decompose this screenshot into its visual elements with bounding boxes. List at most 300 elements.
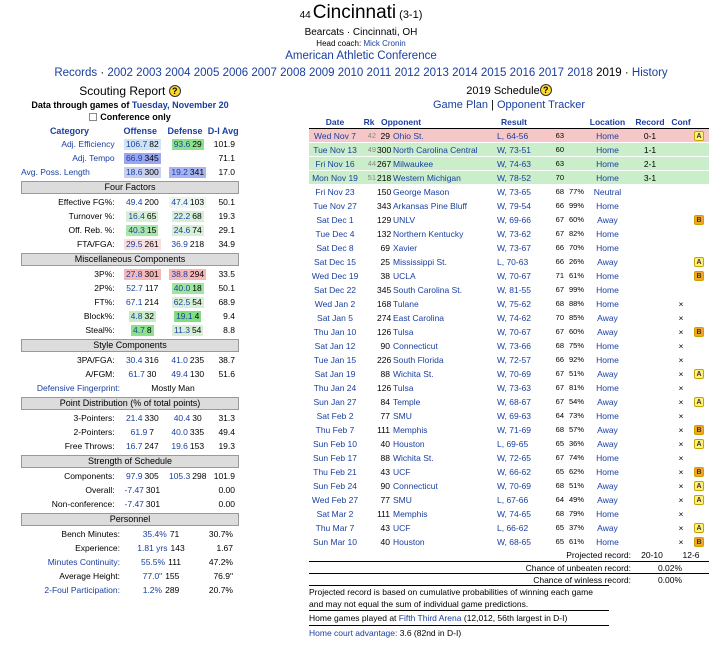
unbeaten-row (309, 561, 709, 573)
stat-value[interactable]: 19.2 (171, 166, 188, 177)
opponent-link[interactable]: Tulsa (393, 326, 414, 337)
opponent-link[interactable]: Tulane (393, 298, 419, 309)
opponent-link[interactable]: Xavier (393, 242, 418, 253)
stat-value[interactable]: 11.3 (174, 324, 190, 335)
game-tempo: 63 (555, 131, 564, 140)
game-row[interactable] (309, 157, 709, 171)
stat-value[interactable]: 52.7 (126, 282, 143, 293)
stat-value[interactable]: 18.6 (125, 166, 143, 177)
stat-label: Off. Reb. %: (68, 225, 115, 235)
year-link-history[interactable]: History (631, 67, 668, 79)
game-date[interactable]: Fri Nov 16 (315, 158, 355, 169)
stat-rank: 68 (192, 210, 202, 221)
game-date[interactable]: Thu Feb 21 (313, 466, 357, 477)
game-date[interactable]: Thu Feb 7 (315, 424, 355, 435)
game-row[interactable] (309, 297, 709, 311)
opponent-link[interactable]: Wichita St. (393, 452, 434, 463)
opponent-link[interactable]: Temple (393, 396, 421, 407)
defense-cell (165, 139, 210, 150)
game-location: Away (597, 438, 618, 449)
opponent-link[interactable]: Mississippi St. (393, 256, 447, 267)
stat-rank: 200 (144, 196, 159, 207)
win-probability: 62% (568, 467, 584, 476)
game-result[interactable]: W, 73-63 (497, 382, 532, 393)
year-link-2015[interactable]: 2015 (480, 67, 507, 79)
game-row[interactable] (309, 185, 709, 199)
game-date[interactable]: Wed Dec 19 (311, 270, 359, 281)
game-result[interactable]: W, 73-66 (497, 340, 532, 351)
stat-value[interactable]: 30.4 (125, 354, 143, 365)
personnel-rank: 71 (169, 529, 180, 539)
question-mark-icon[interactable]: ? (540, 84, 552, 96)
game-result[interactable]: W, 74-62 (497, 312, 532, 323)
stat-row (21, 151, 239, 165)
personnel-row (21, 527, 239, 541)
conference-marker: × (678, 326, 684, 337)
game-date[interactable]: Sat Jan 12 (314, 340, 356, 351)
game-row[interactable] (309, 255, 709, 269)
game-result[interactable]: W, 81-55 (497, 284, 532, 295)
game-tempo: 67 (555, 215, 564, 224)
game-date[interactable]: Tue Dec 4 (315, 228, 355, 239)
game-result[interactable]: W, 69-66 (497, 214, 532, 225)
year-link-2010[interactable]: 2010 (337, 67, 364, 79)
personnel-value[interactable]: 77.0" (142, 571, 163, 581)
game-result[interactable]: L, 69-65 (497, 438, 529, 449)
stat-value[interactable]: 93.6 (173, 138, 191, 149)
stat-value[interactable]: 97.9 (125, 470, 143, 481)
stat-value[interactable]: 4.8 (130, 310, 143, 321)
opponent-rank: 69 (380, 242, 390, 253)
opponent-link[interactable]: Connecticut (393, 340, 438, 351)
opponent-link[interactable]: Wichita St. (393, 368, 434, 379)
game-row[interactable] (309, 423, 709, 437)
personnel-label: Bench Minutes: (61, 529, 120, 539)
year-link-2002[interactable]: 2002 (107, 67, 133, 79)
running-record: 1-1 (643, 144, 657, 155)
personnel-label[interactable]: Minutes Continuity: (47, 557, 120, 567)
conference-marker: × (678, 354, 684, 365)
game-result[interactable]: W, 78-52 (497, 172, 532, 183)
win-probability: 75% (568, 341, 584, 350)
stat-value[interactable]: 4.7 (133, 324, 145, 335)
defense-cell (165, 297, 210, 308)
game-result[interactable]: L, 67-66 (497, 494, 529, 505)
opponent-link[interactable]: Memphis (393, 508, 428, 519)
game-location: Home (596, 466, 619, 477)
personnel-value-cell (125, 529, 197, 539)
game-date[interactable]: Sun Mar 10 (313, 536, 357, 547)
d1-average: 50.1 (218, 197, 235, 207)
stat-row (21, 309, 239, 323)
game-date[interactable]: Tue Jan 15 (313, 354, 357, 365)
opponent-tracker-link[interactable]: Opponent Tracker (496, 99, 586, 111)
game-row[interactable] (309, 199, 709, 213)
scouting-title (21, 84, 239, 99)
coach-link[interactable]: Mick Cronin (363, 39, 406, 48)
stat-label[interactable]: Adj. Tempo (72, 153, 115, 163)
opponent-link[interactable]: North Carolina Central (393, 144, 478, 155)
opponent-rank: 300 (377, 144, 392, 155)
game-date[interactable]: Tue Nov 13 (313, 144, 357, 155)
checkbox-icon[interactable] (89, 113, 97, 121)
win-probability: 36% (568, 439, 584, 448)
stat-value[interactable]: 106.7 (125, 138, 148, 149)
schedule-panel (309, 84, 709, 640)
flag-cell (691, 466, 707, 477)
game-tempo: 65 (555, 467, 564, 476)
d1-average: 68.9 (218, 297, 235, 307)
game-row[interactable] (309, 493, 709, 507)
win-probability: 85% (568, 313, 584, 322)
flag-cell (691, 368, 707, 379)
game-result[interactable]: W, 70-67 (497, 326, 532, 337)
offense-cell (120, 139, 165, 150)
d1-average: 20.7% (208, 585, 233, 595)
win-probability: 77% (568, 187, 584, 196)
game-date[interactable]: Thu Jan 10 (313, 326, 357, 337)
win-probability: 61% (568, 537, 584, 546)
stat-label[interactable]: Avg. Poss. Length (21, 167, 90, 177)
offense-cell (120, 485, 165, 496)
stat-rank: 301 (145, 484, 161, 495)
game-date[interactable]: Wed Feb 27 (311, 494, 359, 505)
year-link-records[interactable]: Records (54, 67, 98, 79)
d1-average: 47.2% (208, 557, 233, 567)
game-row[interactable] (309, 227, 709, 241)
win-probability: 81% (568, 383, 584, 392)
game-date[interactable]: Sat Mar 2 (316, 508, 354, 519)
defense-cell (165, 441, 210, 452)
stat-rank: 117 (144, 282, 159, 293)
game-row[interactable] (309, 465, 709, 479)
personnel-value[interactable]: 55.5% (140, 557, 166, 567)
stat-value[interactable]: 29.5 (125, 238, 143, 249)
opponent-link[interactable]: Milwaukee (393, 158, 434, 169)
game-result[interactable]: L, 64-56 (497, 130, 529, 141)
game-row[interactable] (309, 143, 709, 157)
game-date[interactable]: Sat Dec 15 (313, 256, 357, 267)
tier-flag-icon: A (694, 131, 704, 141)
year-link-2005[interactable]: 2005 (193, 67, 220, 79)
game-tempo: 67 (555, 285, 564, 294)
game-row[interactable] (309, 451, 709, 465)
game-row[interactable] (309, 339, 709, 353)
conference-marker: × (678, 424, 684, 435)
tier-flag-icon: B (694, 467, 704, 477)
col-location: Location (589, 117, 626, 127)
stat-value[interactable]: 40.3 (128, 224, 145, 235)
opponent-link[interactable]: SMU (393, 494, 412, 505)
stat-value[interactable]: 62.5 (173, 296, 191, 307)
offense-cell (120, 153, 165, 164)
stat-label[interactable]: Adj. Efficiency (61, 139, 115, 149)
personnel-value[interactable]: 35.4% (142, 529, 167, 539)
game-result[interactable]: L, 70-63 (497, 256, 529, 267)
game-date[interactable]: Sat Jan 5 (317, 312, 353, 323)
year-link-2006[interactable]: 2006 (222, 67, 249, 79)
game-result[interactable]: W, 72-57 (497, 354, 532, 365)
offense-cell (120, 311, 165, 322)
col-date: Date (325, 117, 345, 127)
game-date[interactable]: Wed Nov 7 (314, 130, 356, 141)
data-through-date[interactable]: Tuesday, November 20 (131, 100, 229, 110)
game-row[interactable] (309, 311, 709, 325)
year-link-2014[interactable]: 2014 (452, 67, 478, 79)
game-row[interactable] (309, 353, 709, 367)
stat-value[interactable]: 38.8 (171, 268, 188, 279)
opponent-link[interactable]: Northern Kentucky (393, 228, 464, 239)
year-link-2018[interactable]: 2018 (567, 67, 593, 79)
game-date[interactable]: Sun Feb 24 (313, 480, 357, 491)
year-link-2017[interactable]: 2017 (538, 67, 565, 79)
game-result[interactable]: W, 69-63 (497, 410, 532, 421)
game-result[interactable]: W, 79-54 (497, 200, 532, 211)
year-link-2003[interactable]: 2003 (136, 67, 162, 79)
personnel-value[interactable]: 1.2% (142, 585, 163, 595)
game-tempo: 68 (555, 187, 564, 196)
game-result[interactable]: L, 66-62 (497, 522, 529, 533)
stat-value[interactable]: 19.6 (171, 440, 188, 451)
stat-value[interactable]: 105.3 (168, 470, 191, 481)
game-row[interactable] (309, 241, 709, 255)
game-date[interactable]: Sat Feb 2 (316, 410, 354, 421)
game-date[interactable]: Sun Feb 10 (313, 438, 357, 449)
stat-value[interactable]: 36.9 (171, 238, 188, 249)
game-row[interactable] (309, 437, 709, 451)
win-probability: 37% (568, 523, 584, 532)
game-result[interactable]: W, 73-51 (497, 144, 532, 155)
stat-value[interactable]: 61.7 (128, 368, 145, 379)
game-date[interactable]: Sat Dec 1 (316, 214, 354, 225)
opponent-link[interactable]: Connecticut (393, 480, 438, 491)
stat-rank: 4 (194, 310, 200, 321)
game-date[interactable]: Fri Nov 23 (315, 186, 355, 197)
win-probability: 92% (568, 355, 584, 364)
conf-only-toggle[interactable] (21, 111, 239, 123)
d1-average: 101.9 (213, 471, 235, 481)
personnel-row (21, 555, 239, 569)
year-link-2004[interactable]: 2004 (164, 67, 191, 79)
year-nav (0, 66, 722, 81)
opponent-link[interactable]: Tulsa (393, 382, 414, 393)
stat-value[interactable]: -7.47 (124, 484, 144, 495)
col-offense[interactable]: Offense (123, 126, 157, 136)
stat-value[interactable]: 61.9 (130, 426, 148, 437)
defensive-fingerprint-label[interactable]: Defensive Fingerprint: (36, 383, 120, 393)
personnel-label[interactable]: 2-Foul Participation: (44, 585, 120, 595)
hca-value: 3.6 (82nd in D-I) (399, 628, 462, 638)
personnel-value[interactable]: 1.81 yrs (137, 543, 168, 553)
projected-row (309, 549, 709, 561)
win-probability: 54% (568, 397, 584, 406)
game-row[interactable] (309, 395, 709, 409)
stat-value[interactable]: 41.0 (171, 354, 188, 365)
stat-value[interactable]: 40.4 (173, 412, 191, 423)
game-row[interactable] (309, 507, 709, 521)
stat-value[interactable]: 67.1 (125, 296, 143, 307)
opponent-link[interactable]: SMU (393, 410, 412, 421)
stat-rank: 330 (144, 412, 159, 423)
stat-value[interactable]: 66.9 (125, 152, 143, 163)
game-date[interactable]: Thu Jan 24 (313, 382, 357, 393)
opponent-link[interactable]: Arkansas Pine Bluff (393, 200, 468, 211)
game-row[interactable] (309, 129, 709, 143)
game-date[interactable]: Mon Nov 19 (312, 172, 358, 183)
conf-only-label: Conference only (100, 112, 171, 122)
game-date[interactable]: Sat Jan 19 (314, 368, 356, 379)
col-rk: Rk (363, 117, 375, 127)
stat-value[interactable]: 19.1 (176, 310, 193, 321)
game-date[interactable]: Sat Dec 22 (313, 284, 357, 295)
game-date[interactable]: Thu Mar 7 (315, 522, 355, 533)
game-result[interactable]: W, 73-65 (497, 186, 532, 197)
opponent-link[interactable]: Houston (393, 438, 425, 449)
game-location: Away (597, 256, 618, 267)
game-row[interactable] (309, 367, 709, 381)
defense-value (169, 441, 206, 452)
stat-value[interactable]: 40.0 (171, 426, 188, 437)
year-link-2007[interactable]: 2007 (251, 67, 277, 79)
game-result[interactable]: W, 73-67 (497, 242, 532, 253)
stat-rank: 29 (192, 138, 202, 149)
winless-label: Chance of winless record: (533, 574, 631, 585)
game-tempo: 67 (555, 327, 564, 336)
game-row[interactable] (309, 171, 709, 185)
stat-value[interactable]: 16.7 (125, 440, 143, 451)
stat-value[interactable]: 40.0 (173, 282, 191, 293)
opponent-link[interactable]: UCF (393, 522, 411, 533)
game-row[interactable] (309, 479, 709, 493)
year-link-2008[interactable]: 2008 (280, 67, 306, 79)
stat-label: 2-Pointers: (73, 427, 115, 437)
game-date[interactable]: Tue Nov 27 (313, 200, 357, 211)
opponent-rank: 90 (380, 480, 390, 491)
d1-average: 30.7% (208, 529, 233, 539)
opponent-link[interactable]: South Florida (393, 354, 444, 365)
col-record: Record (635, 117, 665, 127)
defense-value (172, 225, 204, 236)
game-location: Away (597, 396, 618, 407)
game-result[interactable]: W, 68-67 (497, 396, 532, 407)
game-location: Home (596, 144, 619, 155)
question-mark-icon[interactable]: ? (169, 85, 181, 97)
year-link-2009[interactable]: 2009 (308, 67, 335, 79)
opponent-link[interactable]: Ohio St. (393, 130, 424, 141)
game-tempo: 68 (555, 341, 564, 350)
stat-value[interactable]: 16.4 (128, 210, 145, 221)
game-location: Home (596, 200, 619, 211)
team-rank: 44 (299, 10, 311, 21)
game-date[interactable]: Sun Jan 27 (313, 396, 357, 407)
year-link-2016[interactable]: 2016 (509, 67, 536, 79)
stat-rank: 218 (189, 238, 205, 249)
d1-average: 9.4 (223, 311, 235, 321)
game-row[interactable] (309, 269, 709, 283)
conference-marker: × (678, 410, 684, 421)
opponent-rank: 38 (380, 270, 390, 281)
flag-cell (691, 130, 707, 141)
stat-value[interactable]: 47.4 (171, 196, 188, 207)
opponent-link[interactable]: South Carolina St. (393, 284, 462, 295)
opponent-rank: 126 (377, 382, 392, 393)
game-result[interactable]: W, 71-69 (497, 424, 532, 435)
game-result[interactable]: W, 73-62 (497, 228, 532, 239)
game-result[interactable]: W, 74-65 (497, 508, 532, 519)
stat-row (21, 469, 239, 483)
year-link-2012[interactable]: 2012 (394, 67, 421, 79)
game-row[interactable] (309, 325, 709, 339)
stat-label: Non-conference: (51, 499, 115, 509)
defense-cell (165, 471, 210, 482)
game-row[interactable] (309, 521, 709, 535)
offense-value (124, 471, 161, 482)
conference-link[interactable]: American Athletic Conference (285, 50, 437, 62)
game-row[interactable] (309, 213, 709, 227)
game-row[interactable] (309, 535, 709, 549)
opponent-link[interactable]: Memphis (393, 424, 428, 435)
opponent-link[interactable]: Houston (393, 536, 425, 547)
stat-value[interactable]: 24.6 (173, 224, 191, 235)
team-rank-at-game: 44 (367, 159, 376, 168)
stat-value[interactable]: 21.4 (125, 412, 143, 423)
game-tempo: 71 (555, 271, 564, 280)
opponent-link[interactable]: UCLA (393, 270, 416, 281)
flag-cell (691, 270, 707, 281)
game-result[interactable]: W, 70-67 (497, 270, 532, 281)
hca-link[interactable]: Home court advantage: (309, 628, 398, 638)
col-defense[interactable]: Defense (167, 126, 203, 136)
game-tempo: 65 (555, 439, 564, 448)
stat-value[interactable]: 27.8 (125, 268, 143, 279)
game-result[interactable]: W, 72-65 (497, 452, 532, 463)
game-row[interactable] (309, 381, 709, 395)
game-date[interactable]: Sat Dec 8 (316, 242, 354, 253)
game-plan-link[interactable]: Game Plan (432, 99, 488, 111)
stat-rank: 300 (144, 166, 159, 177)
game-date[interactable]: Sun Feb 17 (313, 452, 357, 463)
stat-label: FTA/FGA: (77, 239, 115, 249)
game-result[interactable]: W, 75-62 (497, 298, 532, 309)
opponent-link[interactable]: UCF (393, 466, 411, 477)
year-link-2011[interactable]: 2011 (366, 67, 392, 79)
opponent-link[interactable]: UNLV (393, 214, 416, 225)
stat-value[interactable]: 22.2 (173, 210, 191, 221)
game-row[interactable] (309, 283, 709, 297)
stat-value[interactable]: 49.4 (171, 368, 188, 379)
game-result[interactable]: W, 70-69 (497, 368, 532, 379)
win-probability: 51% (568, 481, 584, 490)
game-tempo: 66 (555, 257, 564, 266)
tier-flag-icon: B (694, 425, 704, 435)
game-result[interactable]: W, 74-63 (497, 158, 532, 169)
game-result[interactable]: W, 66-62 (497, 466, 532, 477)
game-row[interactable] (309, 409, 709, 423)
opponent-link[interactable]: East Carolina (393, 312, 445, 323)
opponent-link[interactable]: Western Michigan (393, 172, 461, 183)
game-result[interactable]: W, 68-65 (497, 536, 532, 547)
game-result[interactable]: W, 70-69 (497, 480, 532, 491)
game-date[interactable]: Wed Jan 2 (314, 298, 356, 309)
opponent-link[interactable]: George Mason (393, 186, 450, 197)
flag-cell (691, 396, 707, 407)
stat-value[interactable]: 49.4 (125, 196, 143, 207)
stat-value[interactable]: -7.47 (124, 498, 144, 509)
arena-link[interactable]: Fifth Third Arena (398, 613, 462, 623)
d1-average: 38.7 (218, 355, 235, 365)
tier-flag-icon: B (694, 215, 704, 225)
year-link-2013[interactable]: 2013 (423, 67, 449, 79)
